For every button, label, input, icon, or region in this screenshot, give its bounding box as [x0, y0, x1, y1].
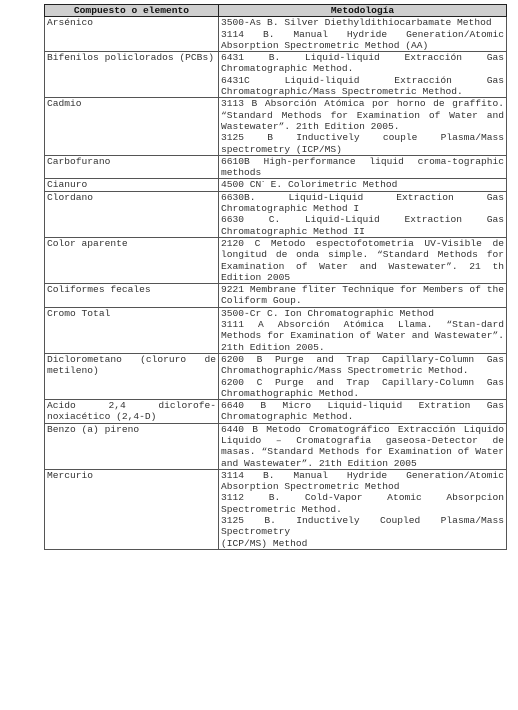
method-text: 3113 B Absorción Atómica por horno de graffito. “Standard Methods for Examination of Water and Wastewater”. 21th Edition 2005.	[221, 98, 504, 132]
table-header-row	[45, 5, 507, 17]
method-text: 6200 B Purge and Trap Capillary-Column Gas Chromathographic/Mass Spectrometric Method.	[221, 353, 504, 377]
table-row	[45, 237, 507, 283]
compound-cell: Bifenilos policlorados (PCBs)	[45, 52, 219, 98]
method-cell	[219, 191, 507, 237]
table-row	[45, 98, 507, 155]
methods-table	[44, 4, 507, 550]
table-row	[45, 52, 507, 98]
method-cell	[219, 237, 507, 283]
method-cell	[219, 307, 507, 353]
method-text: 3114 B. Manual Hydride Generation/Atomic Absorption Spectrometric Method	[221, 469, 504, 493]
method-cell	[219, 52, 507, 98]
method-text: 6200 C Purge and Trap Capillary-Column Gas Chromathographic Method.	[221, 376, 504, 399]
compound-cell: Benzo (a) pireno	[45, 423, 219, 469]
compound-cell: Mercurio	[45, 469, 219, 549]
header-compound: Compuesto o elemento	[45, 5, 219, 17]
method-text: 3112 B. Cold-Vapor Atomic Absorpcion Spectrometric Method.	[221, 492, 504, 515]
method-cell	[219, 400, 507, 424]
method-text: 6640 B Micro Liquid-liquid Extration Gas Chromatographic Method.	[221, 400, 504, 423]
table-row	[45, 400, 507, 424]
method-cell	[219, 98, 507, 155]
method-cell	[219, 423, 507, 469]
method-cell	[219, 155, 507, 179]
method-text: 3125 B Inductively couple Plasma/Mass spectrometry (ICP/MS)	[221, 132, 504, 155]
method-text: 6630 C. Liquid-Liquid Extraction Gas Chromatographic Method II	[221, 214, 504, 237]
table-row	[45, 307, 507, 353]
method-text: 2120 C Metodo espectofotometria UV-Visible de longitud de onda simple. “Standard Methods for Examination of Water and Wastewater”. 21 th Edition 2005	[221, 237, 504, 283]
method-cell	[219, 353, 507, 399]
method-text: 6610B High-performance liquid croma-tographic methods	[221, 155, 504, 179]
method-text: (ICP/MS) Method	[221, 537, 308, 549]
method-text: 6440 B Metodo Cromatográfico Extracción Liquido Liquido – Cromatografia gaseosa-Detector de masas. “Standard Methods for Examination of Water and Wastewater”. 21th Edition 2005	[221, 423, 504, 469]
table-row	[45, 469, 507, 549]
method-text: 6431C Liquid-liquid Extracción Gas Chromatographic/Mass Spectrometric Method.	[221, 74, 504, 98]
method-text: 3125 B. Inductively Coupled Plasma/Mass Spectrometry	[221, 515, 504, 538]
table-row	[45, 423, 507, 469]
table-row	[45, 191, 507, 237]
method-text: 4500 CN- E. Colorimetric Method	[221, 178, 398, 191]
method-text: 3111 A Absorción Atómica Llama. “Stan-dard Methods for Examination of Water and Wastewater”. 21th Edition 2005.	[221, 319, 504, 353]
table-row	[45, 155, 507, 179]
compound-cell: Diclorometano (cloruro de metileno)	[45, 353, 219, 399]
compound-cell: Cadmio	[45, 98, 219, 155]
table-row	[45, 353, 507, 399]
charge-superscript: -	[261, 178, 265, 186]
compound-cell: Clordano	[45, 191, 219, 237]
method-cell	[219, 17, 507, 52]
compound-cell: Cromo Total	[45, 307, 219, 353]
compound-cell: Color aparente	[45, 237, 219, 283]
method-text: 3500-As B. Silver Diethyldithiocarbamate Method	[221, 17, 492, 29]
compound-cell: Carbofurano	[45, 155, 219, 179]
table-row	[45, 17, 507, 52]
table-row	[45, 284, 507, 308]
compound-cell: Arsénico	[45, 17, 219, 52]
document-page	[44, 4, 506, 550]
method-text: 6630B. Liquid-Liquid Extraction Gas Chromatographic Method I	[221, 191, 504, 215]
compound-cell: Coliformes fecales	[45, 284, 219, 308]
compound-cell: Acido 2,4 diclorofe-noxiacético (2,4-D)	[45, 400, 219, 424]
method-text: 3500-Cr C. Ion Chromatographic Method	[221, 307, 435, 319]
header-methodology: Metodología	[219, 5, 507, 17]
method-text: 9221 Membrane fliter Technique for Members of the Coliform Goup.	[221, 284, 504, 307]
table-row	[45, 179, 507, 191]
method-cell	[219, 469, 507, 549]
method-text: 6431 B. Liquid-liquid Extracción Gas Chromatographic Method.	[221, 52, 504, 75]
compound-cell: Cianuro	[45, 179, 219, 191]
method-cell	[219, 179, 507, 191]
method-cell	[219, 284, 507, 308]
method-text: 3114 B. Manual Hydride Generation/Atomic Absorption Spectrometric Method (AA)	[221, 28, 504, 51]
